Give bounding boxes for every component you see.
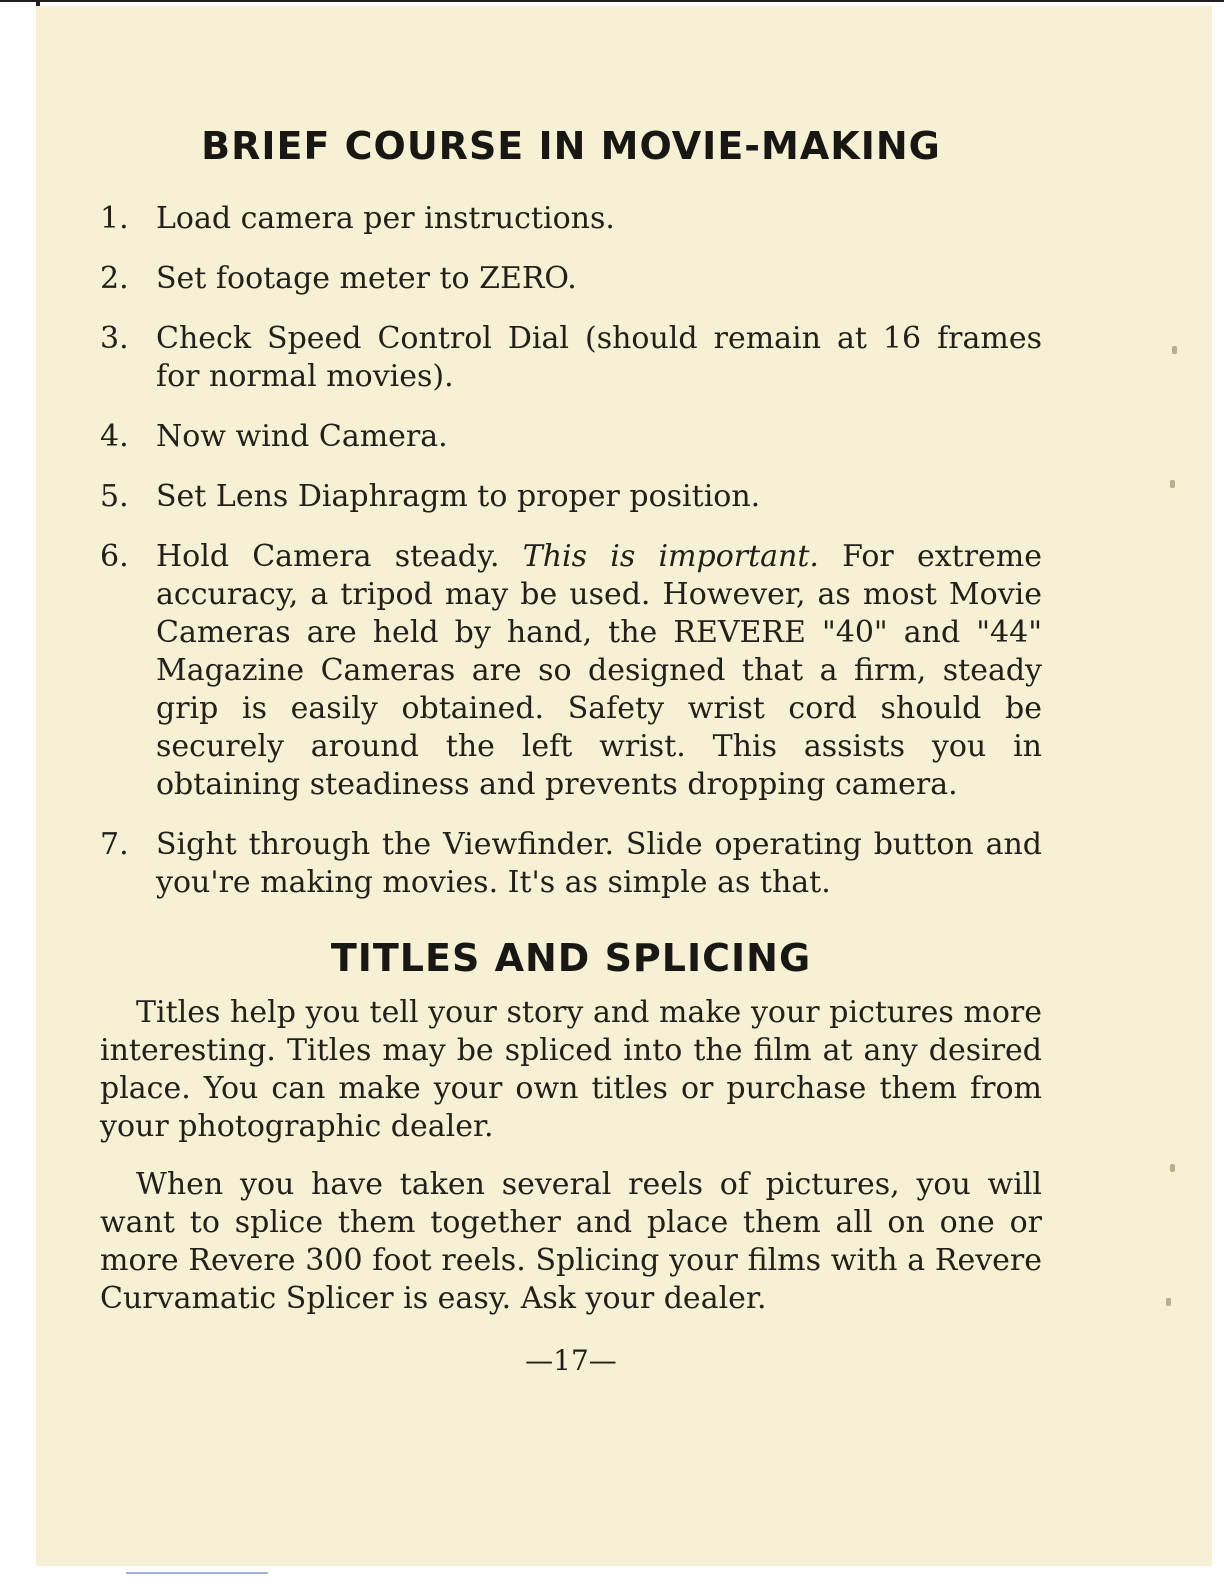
- step-number: 7.: [100, 827, 129, 862]
- section-heading-titles-splicing: TITLES AND SPLICING: [330, 936, 812, 980]
- paper-speck: [1170, 480, 1175, 488]
- section-heading-movie-making: BRIEF COURSE IN MOVIE-MAKING: [201, 124, 941, 168]
- top-rule: [0, 0, 1224, 2]
- list-item: [100, 200, 1042, 238]
- body-paragraph: When you have taken several reels of pictures, you will want to splice them together and place them all on one or more Revere 300 foot reels. Splicing your films with a Revere Curvamatic Splicer is easy. Ask your dealer.: [100, 1167, 1042, 1316]
- scan-edge-strip: [126, 1572, 268, 1574]
- step-text: Now wind Camera.: [156, 419, 448, 454]
- steps-list: [100, 200, 1042, 902]
- page-number: —17—: [525, 1344, 617, 1377]
- list-item: [100, 826, 1042, 902]
- step-number: 6.: [100, 539, 129, 574]
- step-number: 1.: [100, 201, 129, 236]
- list-item: [100, 260, 1042, 298]
- step-number: 4.: [100, 419, 129, 454]
- body-paragraph: Titles help you tell your story and make your pictures more interesting. Titles may be spliced into the film at any desired place. You can make your own titles or purchase them from your photographic dealer.: [100, 995, 1042, 1144]
- step-text: Set Lens Diaphragm to proper position.: [156, 479, 761, 514]
- paper-speck: [1170, 1164, 1175, 1172]
- step-text: [156, 538, 1042, 804]
- step-text-start: Hold Camera steady.: [156, 539, 523, 574]
- paper-speck: [1166, 1298, 1171, 1306]
- page-content: [100, 122, 1042, 1377]
- list-item: [100, 538, 1042, 804]
- step-number: 5.: [100, 479, 129, 514]
- step-text-rest: For extreme accuracy, a tripod may be used. However, as most Movie Cameras are held by hand, the REVERE "40" and "44" Magazine Cameras are so designed that a firm, steady grip is easily obtained. Safety wrist cord should be securely around the left wrist. This assists you in obtaining steadiness and prevents dropping camera.: [156, 539, 1042, 802]
- step-text: Set footage meter to ZERO.: [156, 261, 577, 296]
- step-text: Sight through the Viewfinder. Slide operating button and you're making movies. It's as simple as that.: [156, 827, 1042, 900]
- step-text: Load camera per instructions.: [156, 201, 615, 236]
- list-item: [100, 320, 1042, 396]
- list-item: [100, 418, 1042, 456]
- paper-speck: [1172, 346, 1177, 354]
- step-number: 3.: [100, 321, 129, 356]
- list-item: [100, 478, 1042, 516]
- step-text: Check Speed Control Dial (should remain at 16 frames for normal movies).: [156, 321, 1042, 394]
- step-text-emphasis: This is important.: [522, 539, 819, 574]
- step-number: 2.: [100, 261, 129, 296]
